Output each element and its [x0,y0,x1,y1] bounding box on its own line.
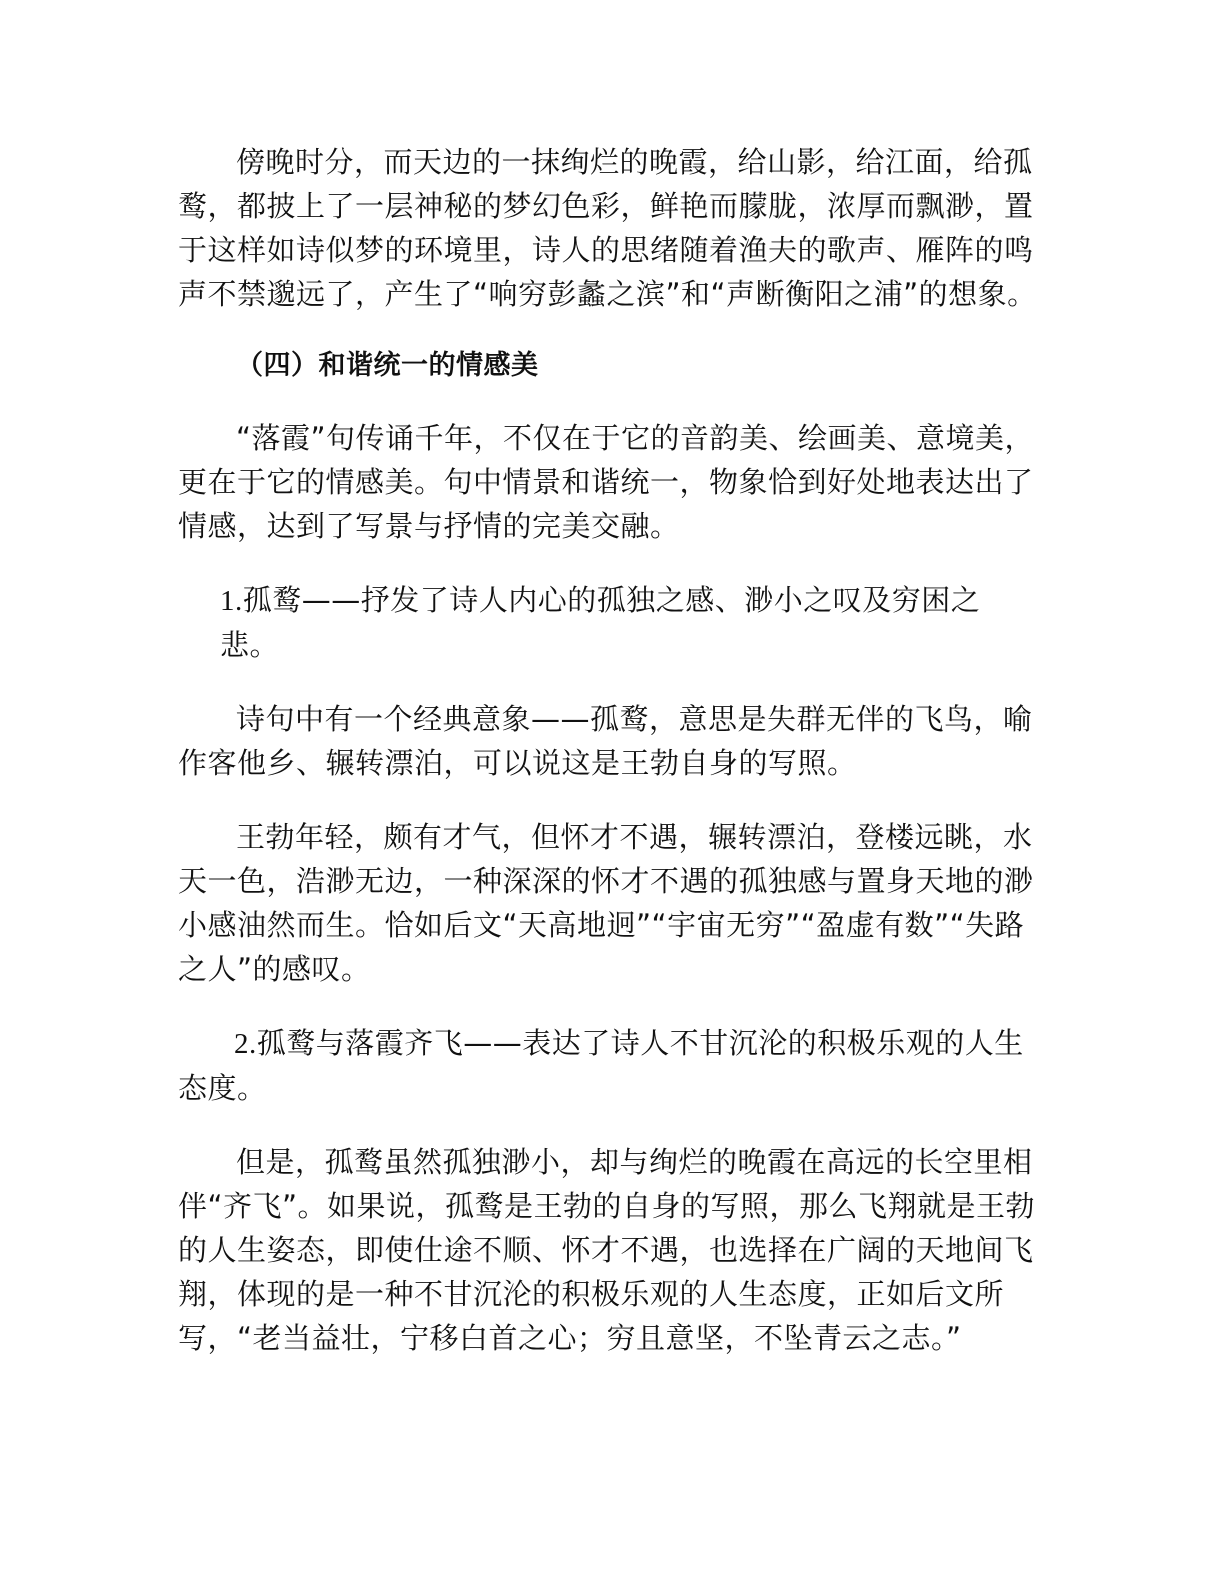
section-heading: （四）和谐统一的情感美 [236,350,539,381]
spacer [178,1110,1038,1140]
list-text-1: 孤鹜——抒发了诗人内心的孤独之感、渺小之叹及穷困之悲。 [220,583,981,662]
spacer [178,785,1038,815]
spacer [178,388,1038,416]
spacer [178,316,1038,344]
list-number-2: 2. [234,1028,257,1060]
document-body [178,140,1038,1360]
paragraph-wang-bo: 王勃年轻，颇有才气，但怀才不遇，辗转漂泊，登楼远眺，水天一色，浩渺无边，一种深深的怀才不遇的孤独感与置身天地的渺小感油然而生。恰如后文“天高地迥”“宇宙无穷”“盈虚有数”“失路之人”的感叹。 [178,820,1034,986]
paragraph-lonely-bird: 诗句中有一个经典意象——孤鹜，意思是失群无伴的飞鸟，喻作客他乡、辗转漂泊，可以说这是王勃自身的写照。 [178,702,1033,780]
list-item-1 [178,578,1038,667]
list-text-2: 孤鹜与落霞齐飞——表达了诗人不甘沉沦的积极乐观的人生态度。 [178,1026,1024,1105]
paragraph-emotion-beauty: “落霞”句传诵千年，不仅在于它的音韵美、绘画美、意境美，更在于它的情感美。句中情景和谐统一，物象恰到好处地表达出了情感，达到了写景与抒情的完美交融。 [178,421,1035,543]
spacer [178,548,1038,578]
paragraph-flying-together: 但是，孤鹜虽然孤独渺小，却与绚烂的晚霞在高远的长空里相伴“齐飞”。如果说，孤鹜是王勃的自身的写照，那么飞翔就是王勃的人生姿态，即使仕途不顺、怀才不遇，也选择在广阔的天地间飞翔，体现的是一种不甘沉沦的积极乐观的人生态度，正如后文所写，“老当益壮，宁移白首之心；穷且意坚，不坠青云之志。” [178,1145,1036,1355]
spacer [178,991,1038,1021]
list-number-1: 1. [220,585,243,617]
spacer [178,667,1038,697]
list-item-2 [178,1021,1038,1110]
paragraph-evening: 傍晚时分，而天边的一抹绚烂的晚霞，给山影，给江面，给孤鹜，都披上了一层神秘的梦幻色彩，鲜艳而朦胧，浓厚而飘渺，置于这样如诗似梦的环境里，诗人的思绪随着渔夫的歌声、雁阵的鸣声不禁邈远了，产生了“响穷彭蠡之滨”和“声断衡阳之浦”的想象。 [178,145,1037,311]
